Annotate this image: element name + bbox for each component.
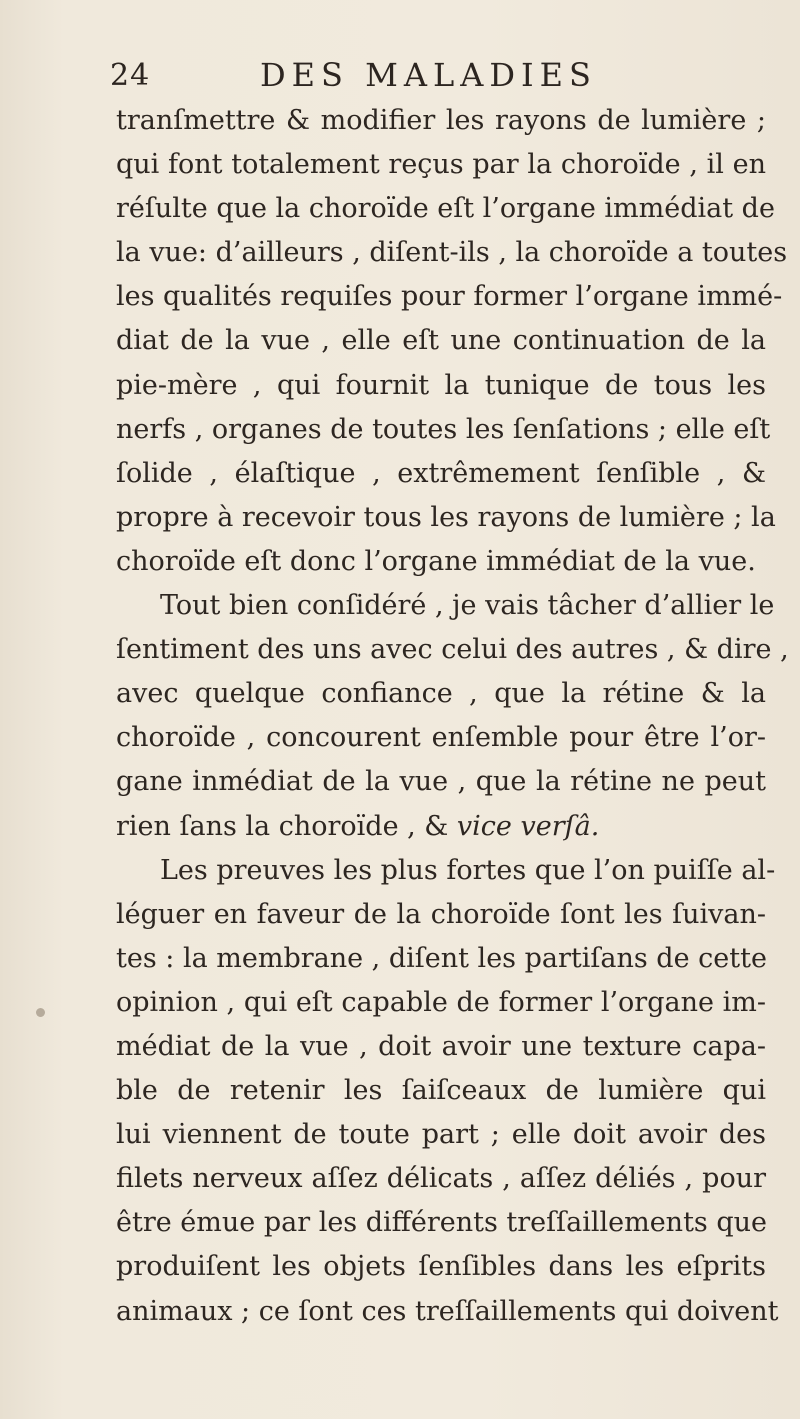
text-line: réſulte que la choroïde eſt l’organe immédiat de	[116, 193, 775, 225]
text-line: propre à recevoir tous les rayons de lumière ; la	[116, 501, 776, 533]
text-line: filets nerveux aſſez délicats , aſſez déliés , pour	[116, 1163, 766, 1195]
text-line: tes : la membrane , diſent les partiſans de cette	[116, 942, 767, 974]
text-line: nerfs , organes de toutes les ſenſations ; elle eſt	[116, 413, 771, 445]
page-number: 24	[110, 58, 151, 93]
text-line: animaux ; ce ſont ces treſſaillements qui doivent	[116, 1295, 779, 1327]
text-line: choroïde eſt donc l’organe immédiat de la vue.	[116, 545, 756, 577]
text-line-start: rien ſans la choroïde , &	[116, 810, 457, 842]
text-line: pie-mère , qui fournit la tunique de tous les	[116, 369, 766, 401]
text-line: lui viennent de toute part ; elle doit avoir des	[116, 1119, 766, 1151]
text-line: léguer en faveur de la choroïde ſont les ſuivan-	[116, 898, 766, 930]
paper-speck	[36, 1008, 45, 1017]
text-line: choroïde , concourent enſemble pour être l’or-	[116, 722, 766, 754]
body-text	[116, 99, 789, 1334]
text-line: gane inmédiat de la vue , que la rétine ne peut	[116, 766, 766, 798]
italic-phrase: vice verſâ.	[456, 810, 600, 842]
text-line: tranſmettre & modifier les rayons de lumière ;	[116, 105, 766, 136]
page-header	[110, 52, 750, 104]
text-line: être émue par les différents treſſaillements que	[116, 1207, 768, 1239]
text-line: la vue: d’ailleurs , diſent-ils , la choroïde a toutes	[116, 237, 788, 269]
paragraph-first-line: Tout bien conſidéré , je vais tâcher d’allier le	[160, 590, 775, 622]
text-line: diat de la vue , elle eſt une continuation de la	[116, 325, 766, 357]
paragraph-first-line: Les preuves les plus fortes que l’on puiſſe al-	[160, 854, 776, 886]
text-line: ſolide , élaſtique , extrêmement ſenſible , &	[116, 457, 766, 489]
running-head: DES MALADIES	[260, 56, 597, 94]
text-line: produiſent les objets ſenſibles dans les eſprits	[116, 1251, 766, 1283]
text-line: qui font totalement reçus par la choroïde , il en	[116, 149, 766, 181]
text-line: les qualités requiſes pour former l’organe immé-	[116, 281, 783, 313]
text-line: opinion , qui eſt capable de former l’organe im-	[116, 986, 766, 1018]
text-line: ſentiment des uns avec celui des autres , & dire ,	[116, 634, 789, 666]
text-line: médiat de la vue , doit avoir une texture capa-	[116, 1030, 766, 1062]
text-line-with-italic	[116, 805, 766, 849]
text-line: avec quelque confiance , que la rétine & la	[116, 678, 766, 710]
text-line: ble de retenir les ſaiſceaux de lumière qui	[116, 1075, 766, 1107]
